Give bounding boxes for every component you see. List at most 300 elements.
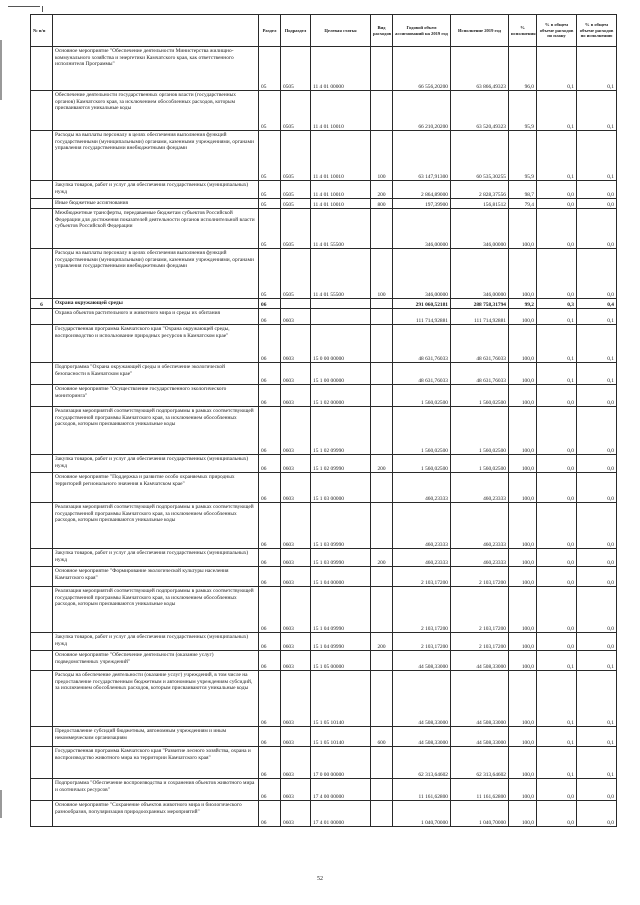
cell-share-execution: 0,0 [577, 473, 617, 503]
cell-expense-type [371, 385, 393, 407]
cell-share-plan: 0,0 [537, 633, 577, 651]
cell-num [31, 549, 53, 567]
cell-plan: 1 560,02500 [393, 407, 451, 455]
cell-num [31, 249, 53, 299]
cell-name: Подпрограмма "Обеспечение воспроизводства и сохранения объектов животного мира и охотничьих ресурсов" [53, 779, 259, 801]
cell-share-plan: 0,3 [537, 299, 577, 309]
cell-podrazdel: 0603 [281, 567, 311, 587]
cell-execution: 1 040,70000 [451, 801, 509, 827]
cell-execution-percent: 100,0 [509, 385, 537, 407]
cell-target-article: 15 1 03 09990 [311, 549, 371, 567]
cell-plan: 346,00000 [393, 209, 451, 249]
cell-share-plan: 0,0 [537, 801, 577, 827]
cell-share-execution: 0,1 [577, 727, 617, 747]
cell-share-plan: 0,0 [537, 587, 577, 633]
cell-share-execution: 0,0 [577, 209, 617, 249]
cell-podrazdel: 0603 [281, 801, 311, 827]
scan-edge-mark [0, 40, 2, 100]
cell-share-plan: 0,1 [537, 727, 577, 747]
cell-podrazdel: 0505 [281, 181, 311, 199]
cell-razdel: 05 [259, 199, 281, 209]
table-row [31, 747, 617, 779]
cell-share-execution: 0,1 [577, 671, 617, 727]
cell-podrazdel [281, 299, 311, 309]
cell-execution-percent: 100,0 [509, 651, 537, 671]
header-razdel: Раздел [259, 15, 281, 47]
cell-expense-type [371, 309, 393, 325]
cell-execution-percent: 99,2 [509, 299, 537, 309]
cell-plan: 346,00000 [393, 249, 451, 299]
cell-expense-type [371, 747, 393, 779]
scan-edge-mark [0, 790, 2, 818]
cell-expense-type: 800 [371, 199, 393, 209]
cell-razdel: 06 [259, 363, 281, 385]
cell-num [31, 131, 53, 181]
cell-share-execution: 0,0 [577, 633, 617, 651]
cell-expense-type [371, 651, 393, 671]
header-target-article: Целевая статья [311, 15, 371, 47]
cell-plan: 44 508,33000 [393, 671, 451, 727]
cell-share-plan: 0,0 [537, 455, 577, 473]
cell-plan: 2 103,17200 [393, 567, 451, 587]
cell-podrazdel: 0505 [281, 199, 311, 209]
cell-share-plan: 0,0 [537, 407, 577, 455]
cell-razdel: 05 [259, 47, 281, 91]
table-row [31, 131, 617, 181]
cell-razdel: 06 [259, 549, 281, 567]
cell-target-article: 15 1 02 09990 [311, 455, 371, 473]
cell-execution-percent: 100,0 [509, 549, 537, 567]
cell-share-plan: 0,0 [537, 249, 577, 299]
cell-name: Подпрограмма "Охрана окружающей среды и обеспечение экологической безопасности в Камчатском крае" [53, 363, 259, 385]
table-row [31, 91, 617, 131]
page-number: 52 [317, 876, 323, 882]
cell-num [31, 91, 53, 131]
cell-plan: 11 161,62800 [393, 779, 451, 801]
cell-share-plan: 0,0 [537, 181, 577, 199]
cell-podrazdel: 0603 [281, 633, 311, 651]
cell-target-article: 15 1 02 00000 [311, 385, 371, 407]
cell-num [31, 209, 53, 249]
cell-target-article: 17 4 01 00000 [311, 801, 371, 827]
cell-execution-percent: 100,0 [509, 567, 537, 587]
cell-razdel: 06 [259, 747, 281, 779]
header-expense-type: Вид расходов [371, 15, 393, 47]
cell-expense-type [371, 587, 393, 633]
table-header-row [31, 15, 617, 47]
cell-plan: 63 147,91300 [393, 131, 451, 181]
cell-execution: 2 103,17200 [451, 587, 509, 633]
cell-execution-percent: 100,0 [509, 473, 537, 503]
cell-razdel: 06 [259, 407, 281, 455]
cell-name: Основное мероприятие "Формирование экологической культуры населения Камчатского края" [53, 567, 259, 587]
cell-execution: 44 508,33000 [451, 727, 509, 747]
cell-podrazdel: 0603 [281, 385, 311, 407]
cell-name: Иные бюджетные ассигнования [53, 199, 259, 209]
cell-num [31, 801, 53, 827]
cell-share-execution: 0,1 [577, 363, 617, 385]
cell-execution: 2 103,17200 [451, 633, 509, 651]
cell-share-plan: 0,0 [537, 549, 577, 567]
cell-execution: 2 828,37556 [451, 181, 509, 199]
cell-execution-percent: 100,0 [509, 325, 537, 363]
cell-execution: 346,00000 [451, 249, 509, 299]
cell-share-execution: 0,0 [577, 549, 617, 567]
cell-name: Основное мероприятие "Поддержка и развитие особо охраняемых природных территорий регионального значения в Камчатском крае" [53, 473, 259, 503]
cell-num [31, 567, 53, 587]
cell-num [31, 503, 53, 549]
cell-plan: 111 714,92881 [393, 309, 451, 325]
cell-num [31, 407, 53, 455]
cell-num [31, 671, 53, 727]
cell-name: Реализация мероприятий соответствующей подпрограммы в рамках соответствующей государственной программы Камчатского края, за исключением обособленных расходов, которым присваиваются уникальные коды [53, 587, 259, 633]
cell-plan: 44 508,33000 [393, 727, 451, 747]
cell-share-plan: 0,1 [537, 363, 577, 385]
cell-share-plan: 0,0 [537, 503, 577, 549]
cell-share-execution: 0,0 [577, 199, 617, 209]
cell-plan: 62 313,64602 [393, 747, 451, 779]
cell-target-article: 11 4 01 00000 [311, 47, 371, 91]
cell-num [31, 309, 53, 325]
cell-execution-percent: 100,0 [509, 455, 537, 473]
cell-name: Закупка товаров, работ и услуг для обеспечения государственных (муниципальных) нужд [53, 455, 259, 473]
cell-execution-percent: 100,0 [509, 633, 537, 651]
cell-name: Основное мероприятие "Обеспечение деятельности (оказание услуг) подведомственных учреждений" [53, 651, 259, 671]
cell-execution: 288 758,31794 [451, 299, 509, 309]
cell-target-article: 15 1 05 10140 [311, 671, 371, 727]
cell-podrazdel: 0603 [281, 549, 311, 567]
cell-share-plan: 0,0 [537, 567, 577, 587]
cell-target-article: 11 4 01 10010 [311, 199, 371, 209]
cell-share-execution: 0,0 [577, 503, 617, 549]
header-share-plan: % в общем объеме расходов по плану [537, 15, 577, 47]
cell-share-plan: 0,1 [537, 651, 577, 671]
cell-razdel: 05 [259, 209, 281, 249]
cell-share-execution: 0,0 [577, 385, 617, 407]
cell-expense-type: 100 [371, 249, 393, 299]
cell-razdel: 06 [259, 503, 281, 549]
cell-share-execution: 0,0 [577, 779, 617, 801]
cell-execution-percent: 100,0 [509, 309, 537, 325]
table-row [31, 299, 617, 309]
cell-share-execution: 0,0 [577, 801, 617, 827]
cell-podrazdel: 0603 [281, 363, 311, 385]
cell-razdel: 06 [259, 727, 281, 747]
table-row [31, 633, 617, 651]
cell-plan: 48 631,76033 [393, 363, 451, 385]
cell-num [31, 587, 53, 633]
cell-share-execution: 0,1 [577, 309, 617, 325]
table-row [31, 455, 617, 473]
cell-name: Реализация мероприятий соответствующей подпрограммы в рамках соответствующей государственной программы Камчатского края, за исключением обособленных расходов, которым присваиваются уникальные коды [53, 407, 259, 455]
cell-execution: 48 631,76033 [451, 363, 509, 385]
cell-name: Закупка товаров, работ и услуг для обеспечения государственных (муниципальных) нужд [53, 633, 259, 651]
cell-podrazdel: 0603 [281, 727, 311, 747]
cell-name: Расходы на выплаты персоналу в целях обеспечения выполнения функций государственными (муниципальными) органами, казенными учреждениями, органами управления государственными внебюджетными фондами [53, 249, 259, 299]
cell-share-plan: 0,1 [537, 671, 577, 727]
cell-execution: 48 631,76033 [451, 325, 509, 363]
cell-plan: 66 210,20200 [393, 91, 451, 131]
table-row [31, 199, 617, 209]
cell-plan: 197,39900 [393, 199, 451, 209]
cell-razdel: 06 [259, 299, 281, 309]
cell-execution-percent: 100,0 [509, 249, 537, 299]
cell-execution-percent: 100,0 [509, 587, 537, 633]
cell-podrazdel: 0505 [281, 131, 311, 181]
cell-expense-type [371, 567, 393, 587]
cell-target-article: 15 1 03 00000 [311, 473, 371, 503]
cell-execution: 44 508,33000 [451, 651, 509, 671]
table-row [31, 779, 617, 801]
cell-share-execution: 0,0 [577, 567, 617, 587]
cell-target-article: 11 4 01 10010 [311, 181, 371, 199]
cell-execution: 11 161,62800 [451, 779, 509, 801]
cell-razdel: 05 [259, 249, 281, 299]
cell-expense-type [371, 209, 393, 249]
cell-execution-percent: 95,9 [509, 91, 537, 131]
cell-num [31, 727, 53, 747]
cell-razdel: 05 [259, 91, 281, 131]
cell-name: Реализация мероприятий соответствующей подпрограммы в рамках соответствующей государственной программы Камчатского края, за исключением обособленных расходов, которым присваиваются уникальные коды [53, 503, 259, 549]
cell-podrazdel: 0603 [281, 779, 311, 801]
cell-execution-percent: 100,0 [509, 671, 537, 727]
cell-share-execution: 0,4 [577, 299, 617, 309]
cell-num [31, 199, 53, 209]
cell-num [31, 325, 53, 363]
scan-corner-tick [42, 6, 43, 12]
cell-execution-percent: 98,7 [509, 181, 537, 199]
cell-razdel: 06 [259, 309, 281, 325]
cell-target-article [311, 299, 371, 309]
cell-razdel: 06 [259, 779, 281, 801]
cell-name: Основное мероприятие "Обеспечение деятельности Министерства жилищно-коммунального хозяйства и энергетики Камчатского края, как ответственного исполнителя Программы" [53, 47, 259, 91]
cell-name: Государственная программа Камчатского края "Охрана окружающей среды, воспроизводство и использование природных ресурсов в Камчатском крае" [53, 325, 259, 363]
cell-name: Расходы на выплаты персоналу в целях обеспечения выполнения функций государственными (муниципальными) органами, казенными учреждениями, органами управления государственными внебюджетными фондами [53, 131, 259, 181]
cell-share-execution: 0,1 [577, 131, 617, 181]
cell-execution: 44 508,33000 [451, 671, 509, 727]
cell-execution-percent: 100,0 [509, 747, 537, 779]
header-share-execution: % в общем объеме расходов по исполнению [577, 15, 617, 47]
table-row [31, 727, 617, 747]
cell-execution-percent: 79,4 [509, 199, 537, 209]
cell-target-article: 15 1 04 09990 [311, 587, 371, 633]
cell-plan: 1 560,02500 [393, 455, 451, 473]
cell-num [31, 633, 53, 651]
table-row [31, 309, 617, 325]
cell-razdel: 06 [259, 325, 281, 363]
cell-plan: 291 060,52181 [393, 299, 451, 309]
table-row [31, 249, 617, 299]
cell-expense-type [371, 671, 393, 727]
cell-execution: 2 103,17200 [451, 567, 509, 587]
header-plan: Годовой объем ассигнований на 2019 год [393, 15, 451, 47]
cell-plan: 2 103,17200 [393, 587, 451, 633]
cell-target-article: 11 4 01 55500 [311, 209, 371, 249]
cell-num: 6 [31, 299, 53, 309]
cell-target-article: 15 1 04 09990 [311, 633, 371, 651]
cell-target-article: 17 4 00 00000 [311, 779, 371, 801]
table-row [31, 801, 617, 827]
cell-expense-type: 200 [371, 181, 393, 199]
cell-plan: 460,23333 [393, 503, 451, 549]
cell-share-execution: 0,1 [577, 325, 617, 363]
cell-share-execution: 0,0 [577, 455, 617, 473]
cell-name: Обеспечение деятельности государственных органов власти (государственных органов) Камчатского края, за исключением обособленных расходов, которым присваиваются уникальные коды [53, 91, 259, 131]
cell-share-plan: 0,0 [537, 779, 577, 801]
header-execution-percent: % исполнения [509, 15, 537, 47]
cell-name: Государственная программа Камчатского края "Развитие лесного хозяйства, охрана и воспроизводство животного мира на территории Камчатского края" [53, 747, 259, 779]
cell-execution-percent: 100,0 [509, 209, 537, 249]
cell-execution-percent: 95,9 [509, 131, 537, 181]
cell-razdel: 06 [259, 801, 281, 827]
cell-num [31, 47, 53, 91]
cell-target-article: 15 1 03 09990 [311, 503, 371, 549]
cell-share-plan: 0,1 [537, 747, 577, 779]
cell-name: Охрана объектов растительного и животного мира и среды их обитания [53, 309, 259, 325]
cell-target-article: 15 1 05 00000 [311, 651, 371, 671]
cell-execution: 62 313,64602 [451, 747, 509, 779]
cell-share-plan: 0,1 [537, 325, 577, 363]
cell-podrazdel: 0505 [281, 91, 311, 131]
cell-podrazdel: 0603 [281, 503, 311, 549]
cell-name: Основное мероприятие "Сохранение объектов животного мира и биологического разнообразия, популяризация природоохранных мероприятий" [53, 801, 259, 827]
cell-plan: 2 103,17200 [393, 633, 451, 651]
cell-razdel: 06 [259, 385, 281, 407]
cell-razdel: 06 [259, 633, 281, 651]
cell-execution: 1 560,02500 [451, 407, 509, 455]
cell-target-article: 15 1 00 00000 [311, 363, 371, 385]
cell-name: Расходы на обеспечение деятельности (оказание услуг) учреждений, в том числе на предоставление государственным бюджетным и автономным учреждениям субсидий, за исключением обособленных расходов, которым присваиваются уникальные коды [53, 671, 259, 727]
cell-num [31, 181, 53, 199]
cell-plan: 460,23333 [393, 473, 451, 503]
cell-expense-type [371, 325, 393, 363]
cell-share-execution: 0,0 [577, 407, 617, 455]
cell-share-execution: 0,1 [577, 91, 617, 131]
cell-expense-type [371, 503, 393, 549]
table-row [31, 181, 617, 199]
cell-execution-percent: 100,0 [509, 801, 537, 827]
cell-share-execution: 0,1 [577, 47, 617, 91]
table-row [31, 325, 617, 363]
cell-execution: 460,23333 [451, 503, 509, 549]
table-row [31, 567, 617, 587]
cell-share-plan: 0,1 [537, 309, 577, 325]
scan-corner-mark [8, 6, 40, 7]
cell-podrazdel: 0603 [281, 587, 311, 633]
cell-num [31, 651, 53, 671]
cell-expense-type [371, 47, 393, 91]
cell-podrazdel: 0505 [281, 249, 311, 299]
cell-execution: 156,81512 [451, 199, 509, 209]
cell-share-execution: 0,0 [577, 587, 617, 633]
cell-execution: 1 560,02500 [451, 385, 509, 407]
cell-share-plan: 0,1 [537, 91, 577, 131]
cell-podrazdel: 0603 [281, 455, 311, 473]
cell-expense-type: 200 [371, 455, 393, 473]
header-podrazdel: Подраздел [281, 15, 311, 47]
cell-share-execution: 0,1 [577, 651, 617, 671]
cell-razdel: 06 [259, 587, 281, 633]
cell-num [31, 779, 53, 801]
table-row [31, 473, 617, 503]
table-row [31, 651, 617, 671]
header-num: № п/п [31, 15, 53, 47]
table-row [31, 47, 617, 91]
cell-share-plan: 0,0 [537, 473, 577, 503]
cell-target-article: 15 1 04 00000 [311, 567, 371, 587]
cell-target-article [311, 309, 371, 325]
cell-execution-percent: 100,0 [509, 503, 537, 549]
header-execution: Исполнение 2019 год [451, 15, 509, 47]
cell-expense-type [371, 299, 393, 309]
cell-execution-percent: 100,0 [509, 363, 537, 385]
cell-target-article: 11 4 01 10010 [311, 131, 371, 181]
cell-podrazdel: 0505 [281, 47, 311, 91]
table-row [31, 549, 617, 567]
cell-share-plan: 0,1 [537, 131, 577, 181]
cell-plan: 44 508,33000 [393, 651, 451, 671]
table-body [31, 47, 617, 827]
cell-expense-type: 600 [371, 727, 393, 747]
cell-razdel: 06 [259, 455, 281, 473]
table-row [31, 407, 617, 455]
cell-plan: 2 864,89000 [393, 181, 451, 199]
cell-name: Охрана окружающей среды [53, 299, 259, 309]
cell-target-article: 11 4 01 10010 [311, 91, 371, 131]
header-name [53, 15, 259, 47]
cell-razdel: 05 [259, 181, 281, 199]
cell-expense-type [371, 473, 393, 503]
cell-expense-type: 200 [371, 633, 393, 651]
cell-razdel: 06 [259, 651, 281, 671]
cell-expense-type [371, 363, 393, 385]
cell-execution-percent: 100,0 [509, 407, 537, 455]
cell-execution: 1 560,02500 [451, 455, 509, 473]
table-row [31, 385, 617, 407]
cell-share-plan: 0,0 [537, 385, 577, 407]
cell-podrazdel: 0603 [281, 325, 311, 363]
cell-podrazdel: 0603 [281, 473, 311, 503]
table-row [31, 363, 617, 385]
cell-name: Межбюджетные трансферты, передаваемые бюджетам субъектов Российской Федерации для достижения показателей деятельности органов исполнительной власти субъектов Российской Федерации [53, 209, 259, 249]
cell-target-article: 11 4 01 55500 [311, 249, 371, 299]
cell-num [31, 747, 53, 779]
cell-name: Основное мероприятие "Осуществление государственного экологического мониторинга" [53, 385, 259, 407]
cell-name: Предоставление субсидий бюджетным, автономным учреждениям и иным некоммерческим организациям [53, 727, 259, 747]
cell-share-execution: 0,0 [577, 181, 617, 199]
cell-target-article: 15 1 02 09990 [311, 407, 371, 455]
cell-target-article: 15 1 05 10140 [311, 727, 371, 747]
cell-podrazdel: 0505 [281, 209, 311, 249]
cell-expense-type [371, 91, 393, 131]
cell-podrazdel: 0603 [281, 407, 311, 455]
cell-target-article: 17 0 00 00000 [311, 747, 371, 779]
cell-execution: 63 866,49323 [451, 47, 509, 91]
cell-share-plan: 0,0 [537, 199, 577, 209]
cell-execution: 60 535,30255 [451, 131, 509, 181]
cell-razdel: 06 [259, 473, 281, 503]
cell-podrazdel: 0603 [281, 671, 311, 727]
cell-execution: 111 714,92881 [451, 309, 509, 325]
cell-execution-percent: 100,0 [509, 727, 537, 747]
cell-num [31, 385, 53, 407]
cell-razdel: 06 [259, 671, 281, 727]
cell-razdel: 06 [259, 567, 281, 587]
cell-execution: 460,23333 [451, 549, 509, 567]
cell-execution: 346,00000 [451, 209, 509, 249]
cell-expense-type: 100 [371, 131, 393, 181]
cell-plan: 460,23333 [393, 549, 451, 567]
